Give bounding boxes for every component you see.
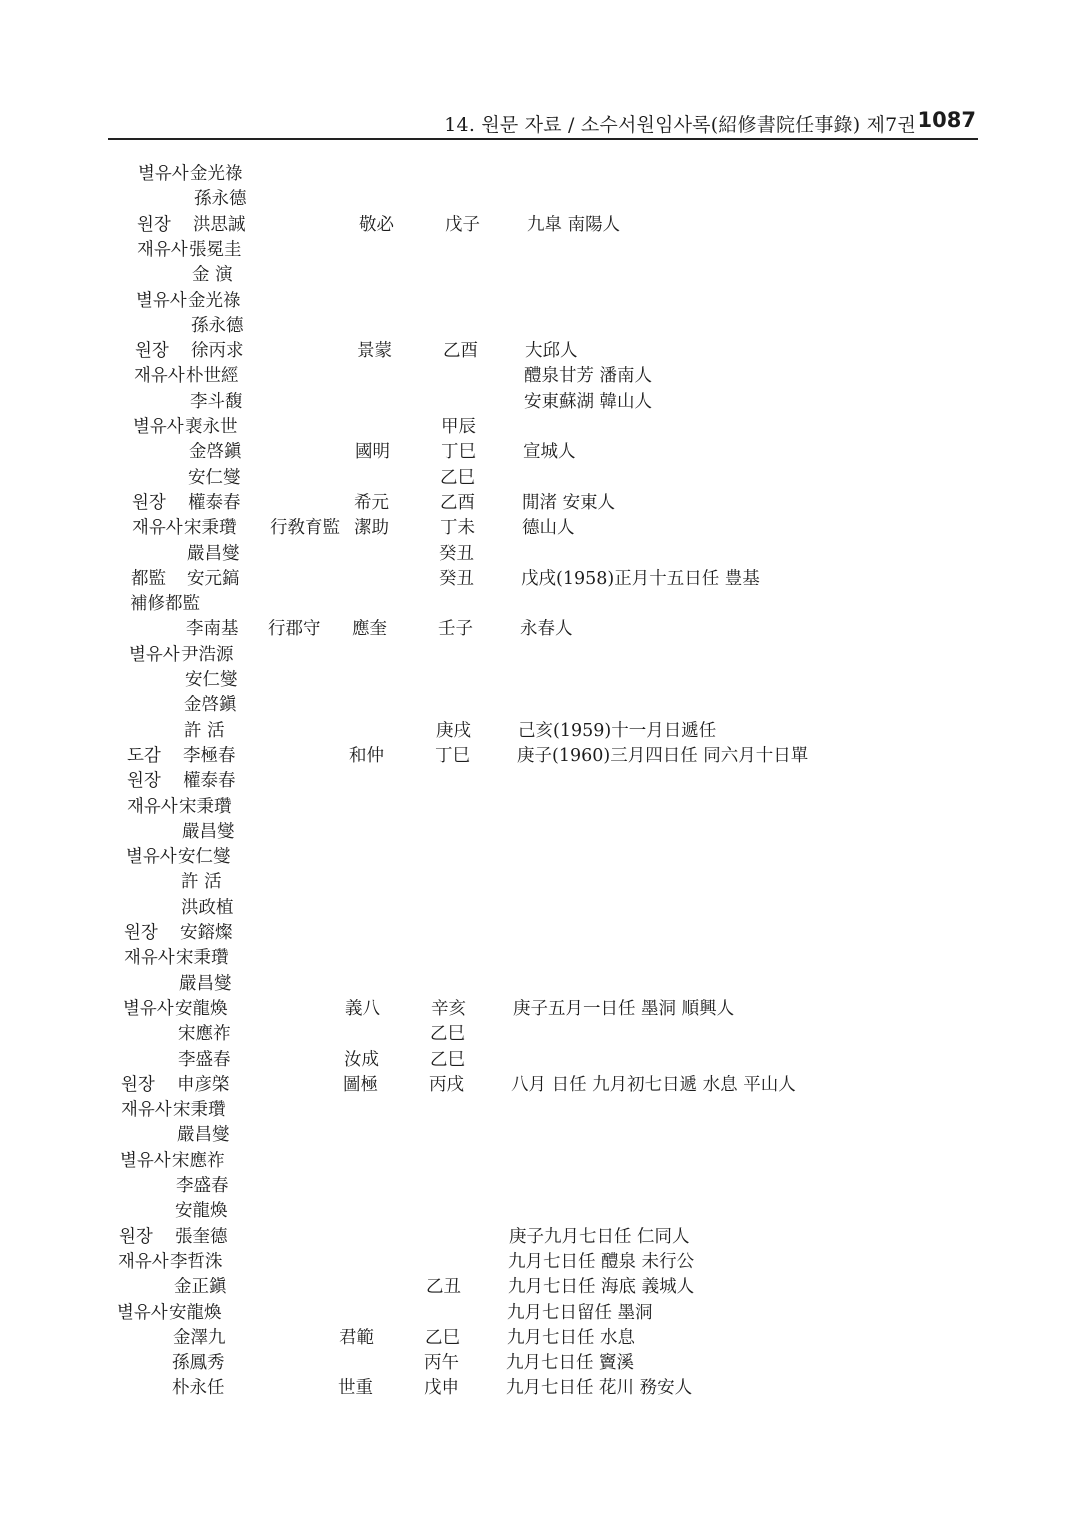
record-office: 行郡守 (268, 619, 321, 640)
record-row (0, 1301, 1075, 1326)
record-row (0, 617, 1075, 642)
record-row (0, 491, 1075, 516)
record-year: 丁未 (440, 518, 475, 539)
record-note: 庚子(1960)三月四日任 同六月十日單 (517, 745, 809, 766)
record-row (0, 921, 1075, 946)
record-row (0, 668, 1075, 693)
record-name: 朴永任 (172, 1378, 225, 1399)
record-note: 八月 日任 九月初七日遞 水息 平山人 (511, 1074, 796, 1095)
record-row (0, 693, 1075, 718)
record-row (0, 1275, 1075, 1300)
record-row (0, 643, 1075, 668)
record-note: 九皐 南陽人 (527, 214, 621, 235)
record-role: 재유사 (124, 948, 175, 969)
record-note: 安東蘇湖 韓山人 (524, 391, 653, 412)
record-role: 都監 (131, 568, 166, 589)
record-name: 洪思誠 (193, 214, 246, 235)
record-year: 壬子 (438, 619, 473, 640)
record-row (0, 820, 1075, 845)
record-name: 尹浩源 (181, 644, 234, 665)
record-name: 李南基 (186, 619, 239, 640)
record-row (0, 1073, 1075, 1098)
record-role: 원장 (135, 341, 169, 362)
record-name: 李盛春 (178, 1049, 231, 1070)
record-role: 원장 (137, 214, 171, 235)
record-style: 潔助 (354, 518, 389, 539)
record-row (0, 440, 1075, 465)
record-name: 金澤九 (173, 1327, 226, 1348)
record-role: 별유사 (120, 1150, 171, 1171)
record-name: 安元鎬 (187, 568, 240, 589)
record-row (0, 1149, 1075, 1174)
record-note: 德山人 (522, 518, 575, 539)
record-role: 원장 (127, 771, 161, 792)
record-name: 李極春 (183, 745, 236, 766)
record-name: 裵永世 (185, 417, 238, 437)
record-name: 金啓鎭 (189, 442, 242, 463)
record-name: 權泰春 (188, 492, 241, 513)
record-row (0, 339, 1075, 364)
record-role: 별유사 (136, 290, 187, 311)
record-row (0, 516, 1075, 541)
record-name: 金啓鎭 (184, 695, 237, 716)
record-role: 별유사 (117, 1302, 168, 1323)
record-row (0, 1250, 1075, 1275)
record-role: 별유사 (133, 417, 184, 437)
record-row (0, 744, 1075, 769)
record-name: 金 演 (192, 265, 233, 286)
record-style: 敬必 (359, 214, 394, 235)
record-year: 丁巳 (441, 442, 476, 463)
record-row (0, 1123, 1075, 1148)
record-year: 癸丑 (439, 543, 474, 564)
record-name: 安仁燮 (188, 467, 241, 488)
record-name: 宋秉瓚 (176, 948, 229, 969)
record-row (0, 769, 1075, 794)
record-row (0, 946, 1075, 971)
record-year: 乙酉 (440, 492, 475, 513)
record-role: 별유사 (138, 164, 189, 184)
record-style: 國明 (355, 442, 390, 463)
record-name: 宋應祚 (178, 1024, 231, 1045)
record-row (0, 415, 1075, 440)
record-row (0, 390, 1075, 415)
record-role: 재유사 (118, 1251, 169, 1272)
record-note: 醴泉甘芳 潘南人 (524, 366, 653, 387)
record-name: 張奎德 (175, 1226, 228, 1247)
record-year: 乙巳 (440, 467, 475, 488)
record-name: 嚴昌燮 (177, 1125, 230, 1146)
record-name: 金光祿 (190, 164, 243, 184)
record-name: 洪政植 (181, 897, 234, 918)
record-name: 宋秉瓚 (179, 796, 232, 817)
record-name: 權泰春 (183, 771, 236, 792)
record-role: 별유사 (126, 847, 177, 868)
record-name: 李哲洙 (170, 1251, 223, 1272)
record-row (0, 1048, 1075, 1073)
record-office: 行敎育監 (270, 518, 340, 539)
record-row (0, 1351, 1075, 1376)
record-role: 재유사 (132, 518, 183, 539)
record-row (0, 162, 1075, 187)
record-row (0, 870, 1075, 895)
record-note: 九月七日任 水息 (507, 1327, 636, 1348)
record-name: 孫鳳秀 (172, 1353, 225, 1374)
record-name: 許 活 (184, 720, 225, 741)
record-note: 大邱人 (525, 341, 578, 362)
record-row (0, 719, 1075, 744)
record-row (0, 567, 1075, 592)
record-note: 宣城人 (523, 442, 576, 463)
record-name: 朴世經 (186, 366, 239, 387)
record-style: 應奎 (352, 619, 387, 640)
record-note: 己亥(1959)十一月日遞任 (518, 720, 717, 741)
record-row (0, 1225, 1075, 1250)
record-name: 孫永德 (191, 315, 244, 336)
record-row (0, 592, 1075, 617)
record-year: 癸丑 (439, 568, 474, 589)
record-role: 도감 (127, 745, 161, 766)
record-year: 丁巳 (435, 745, 470, 766)
record-name: 金正鎭 (174, 1277, 227, 1298)
record-year: 丙戌 (429, 1074, 464, 1095)
record-year: 庚戌 (436, 720, 471, 741)
record-note: 永春人 (520, 619, 573, 640)
record-role: 별유사 (129, 644, 180, 665)
record-row (0, 542, 1075, 567)
record-name: 張冕圭 (189, 239, 242, 260)
record-name: 金光祿 (188, 290, 241, 311)
record-note: 閒渚 安東人 (522, 492, 616, 513)
page-number: 1087 (917, 108, 976, 132)
record-style: 君範 (339, 1327, 374, 1348)
record-name: 嚴昌燮 (187, 543, 240, 564)
record-name: 宋秉瓚 (184, 518, 237, 539)
record-role: 별유사 (123, 998, 174, 1019)
record-role: 재유사 (127, 796, 178, 817)
record-note: 庚子五月一日任 墨洞 順興人 (513, 998, 735, 1019)
record-row (0, 795, 1075, 820)
record-role: 원장 (119, 1226, 153, 1247)
record-style: 世重 (338, 1378, 373, 1399)
record-row (0, 972, 1075, 997)
record-role: 재유사 (137, 239, 188, 260)
record-name: 徐丙求 (191, 341, 244, 362)
record-style: 義八 (345, 998, 380, 1019)
record-name: 李斗馥 (190, 391, 243, 412)
record-name: 宋應祚 (172, 1150, 225, 1171)
record-note: 庚子九月七日任 仁同人 (509, 1226, 690, 1247)
record-year: 辛亥 (431, 998, 466, 1019)
record-year: 乙酉 (443, 341, 478, 362)
record-year: 乙巳 (430, 1024, 465, 1045)
record-name: 孫永德 (194, 189, 247, 210)
record-name: 安龍煥 (175, 998, 228, 1019)
running-header-title: 14. 원문 자료 / 소수서원임사록(紹修書院任事錄) 제7권 (444, 114, 916, 136)
record-style: 和仲 (349, 745, 384, 766)
record-name: 宋秉瓚 (173, 1100, 226, 1121)
record-name: 安龍煥 (175, 1201, 228, 1222)
record-year: 戊子 (445, 214, 480, 235)
record-name: 李盛春 (176, 1176, 229, 1196)
record-row (0, 896, 1075, 921)
record-role: 재유사 (134, 366, 185, 387)
record-year: 丙午 (424, 1353, 459, 1374)
record-name: 許 活 (181, 872, 222, 893)
record-name: 安仁燮 (178, 847, 231, 868)
record-style: 圖極 (343, 1074, 378, 1095)
record-name: 安龍煥 (169, 1302, 222, 1323)
record-role: 원장 (132, 492, 166, 513)
record-note: 九月七日任 醴泉 未行公 (508, 1251, 695, 1272)
record-row (0, 1199, 1075, 1224)
record-style: 汝成 (344, 1049, 379, 1070)
record-year: 乙丑 (426, 1277, 461, 1298)
record-row (0, 314, 1075, 339)
record-row (0, 1376, 1075, 1401)
record-year: 乙巳 (425, 1327, 460, 1348)
record-note: 九月七日任 竇溪 (506, 1353, 635, 1374)
record-style: 景蒙 (357, 341, 392, 362)
record-year: 乙巳 (430, 1049, 465, 1070)
record-row (0, 997, 1075, 1022)
record-row (0, 845, 1075, 870)
record-row (0, 263, 1075, 288)
record-style: 希元 (354, 492, 389, 513)
record-role: 補修都監 (130, 594, 200, 615)
record-row (0, 238, 1075, 263)
record-role: 원장 (121, 1074, 155, 1095)
record-role: 원장 (124, 923, 158, 943)
record-row (0, 364, 1075, 389)
record-note: 九月七日任 海底 義城人 (508, 1277, 695, 1298)
record-role: 재유사 (121, 1100, 172, 1121)
record-row (0, 1326, 1075, 1351)
record-name: 安鎔燦 (180, 923, 233, 943)
record-name: 嚴昌燮 (179, 973, 232, 994)
record-row (0, 187, 1075, 212)
record-row (0, 213, 1075, 238)
record-note: 戊戌(1958)正月十五日任 豊基 (521, 568, 760, 589)
record-note: 九月七日留任 墨洞 (507, 1302, 653, 1323)
record-name: 嚴昌燮 (182, 821, 235, 842)
record-row (0, 1174, 1075, 1199)
record-row (0, 1098, 1075, 1123)
record-year: 甲辰 (441, 417, 476, 437)
record-row (0, 466, 1075, 491)
record-row (0, 1022, 1075, 1047)
record-name: 安仁燮 (185, 670, 238, 690)
record-year: 戊申 (424, 1378, 459, 1399)
record-row (0, 289, 1075, 314)
record-name: 申彦棨 (177, 1074, 230, 1095)
record-note: 九月七日任 花川 務安人 (506, 1378, 693, 1399)
